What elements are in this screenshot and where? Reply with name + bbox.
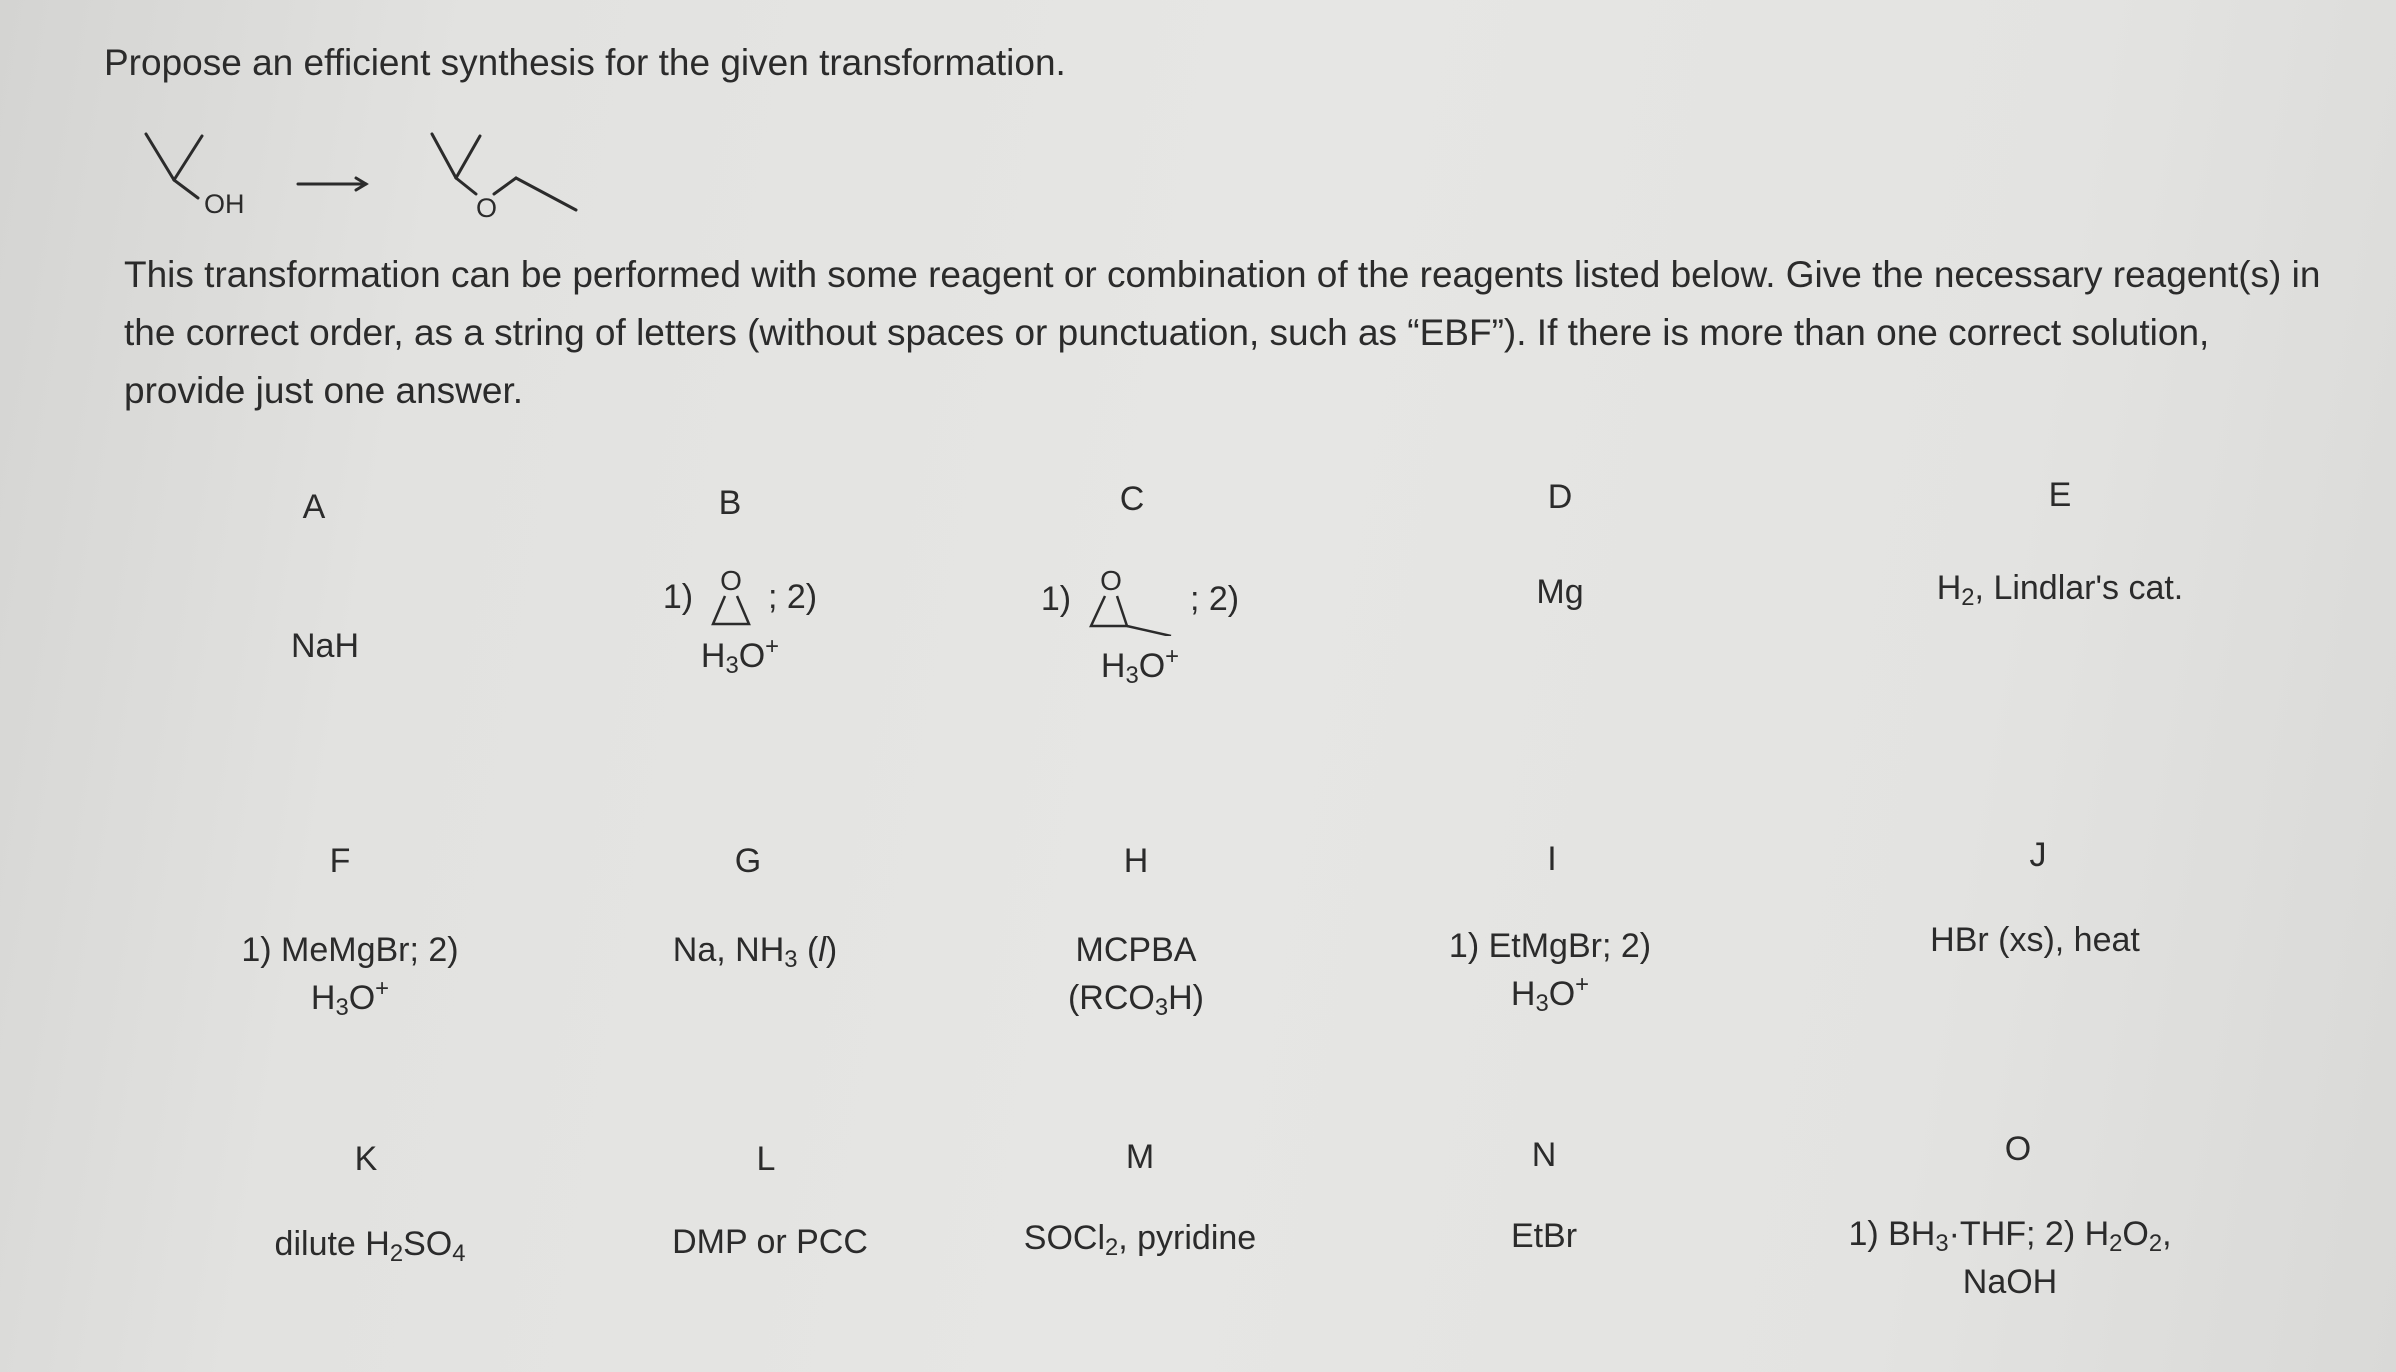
reagent-letter-m: M bbox=[1125, 1138, 1155, 1176]
instructions bbox=[124, 246, 2321, 420]
reagent-f-acid: $H_3O^+$ bbox=[310, 974, 390, 1021]
reactant-bond bbox=[174, 180, 198, 198]
reagent-d bbox=[1480, 568, 1640, 616]
reagent-o bbox=[1840, 1210, 2180, 1306]
reagent-a-text: NaH bbox=[290, 627, 360, 665]
reagent-m: SOCl$_2$, pyridine bbox=[1023, 1219, 1257, 1261]
reagent-n-text: EtBr bbox=[1510, 1217, 1578, 1255]
ethylene-oxide-icon bbox=[703, 566, 759, 632]
reagent-f-line1: 1) MeMgBr; 2) bbox=[241, 931, 459, 969]
reagent-b-step2: ; 2) bbox=[768, 577, 818, 616]
instructions-line: the correct order, as a string of letters (without spaces or punctuation, such as “EBF”). If there is more than one correct solution, bbox=[124, 312, 2210, 353]
product-bond bbox=[516, 178, 576, 210]
reagent-l-text: DMP or PCC bbox=[672, 1223, 868, 1261]
reagent-letter-g: G bbox=[734, 842, 762, 880]
question-title: Propose an efficient synthesis for the given transformation. bbox=[104, 42, 1066, 83]
reagent-letter-e: E bbox=[2048, 476, 2072, 514]
reagent-g: Na, $NH_3$ (l) bbox=[672, 931, 838, 973]
reagent-i-acid: $H_3O^+$ bbox=[1510, 970, 1590, 1017]
product-bond bbox=[456, 136, 480, 178]
reagent-letter-f: F bbox=[329, 842, 351, 880]
product-bond bbox=[432, 134, 456, 178]
instructions-line: provide just one answer. bbox=[124, 370, 524, 411]
reactant-bond bbox=[174, 136, 202, 180]
reactant-bond bbox=[146, 134, 174, 180]
reagent-h-line2: $(RCO_3H)$ bbox=[1067, 979, 1205, 1021]
reagent-letter-k: K bbox=[354, 1140, 378, 1178]
reagent-n bbox=[1464, 1212, 1624, 1260]
reagent-o-line1: 1) $BH_3\cdot THF$; 2) $H_2O_2$, bbox=[1848, 1215, 2172, 1257]
reagent-letter-c: C bbox=[1119, 480, 1145, 518]
reagent-c-acid: $H_3O^+$ bbox=[1100, 642, 1180, 689]
reagent-d-text: Mg bbox=[1536, 573, 1584, 611]
reagent-letter-j: J bbox=[2029, 836, 2047, 874]
reagent-o-line2: NaOH bbox=[1962, 1263, 2058, 1301]
reagent-b-step1: 1) bbox=[662, 577, 694, 616]
reagent-letter-n: N bbox=[1531, 1136, 1557, 1174]
reagent-b bbox=[640, 566, 840, 680]
reagent-letter-b: B bbox=[718, 484, 742, 522]
reagent-c bbox=[1020, 566, 1260, 690]
reagent-letter-l: L bbox=[756, 1140, 776, 1178]
svg-text:O: O bbox=[1099, 566, 1122, 596]
reagent-f bbox=[200, 926, 500, 1022]
reagent-letter-o: O bbox=[2004, 1130, 2032, 1168]
product-o-label: O bbox=[476, 193, 498, 223]
reagent-k: dilute $H_2SO_4$ bbox=[274, 1225, 466, 1267]
reagent-j-text: HBr (xs), heat bbox=[1930, 921, 2140, 959]
reagent-j bbox=[1890, 916, 2180, 964]
reagent-i bbox=[1400, 922, 1700, 1018]
reagent-a bbox=[230, 622, 420, 670]
reagent-b-acid: $H_3O^+$ bbox=[700, 632, 780, 679]
reagent-i-line1: 1) EtMgBr; 2) bbox=[1448, 927, 1652, 965]
reagent-letter-a: A bbox=[302, 488, 326, 526]
reagent-c-step1: 1) bbox=[1040, 579, 1072, 618]
product-bond bbox=[494, 178, 516, 194]
reaction-scheme bbox=[140, 118, 610, 233]
instructions-line: This transformation can be performed with some reagent or combination of the reagents listed below. Give the necessary reagent(s) in bbox=[124, 254, 2321, 295]
reactant-oh-label: OH bbox=[204, 189, 245, 219]
svg-text:O: O bbox=[719, 566, 742, 596]
propylene-oxide-icon bbox=[1081, 566, 1181, 636]
reagent-c-step2: ; 2) bbox=[1190, 579, 1240, 618]
reagent-letter-h: H bbox=[1123, 842, 1149, 880]
reagent-h-line1: MCPBA bbox=[1075, 931, 1197, 969]
reagent-l bbox=[640, 1218, 900, 1266]
reagent-h bbox=[1036, 926, 1236, 1022]
product-bond bbox=[456, 178, 476, 194]
reagent-e: $H_2$, Lindlar's cat. bbox=[1936, 569, 2184, 611]
reagent-letter-i: I bbox=[1547, 840, 1557, 878]
reagent-letter-d: D bbox=[1547, 478, 1573, 516]
